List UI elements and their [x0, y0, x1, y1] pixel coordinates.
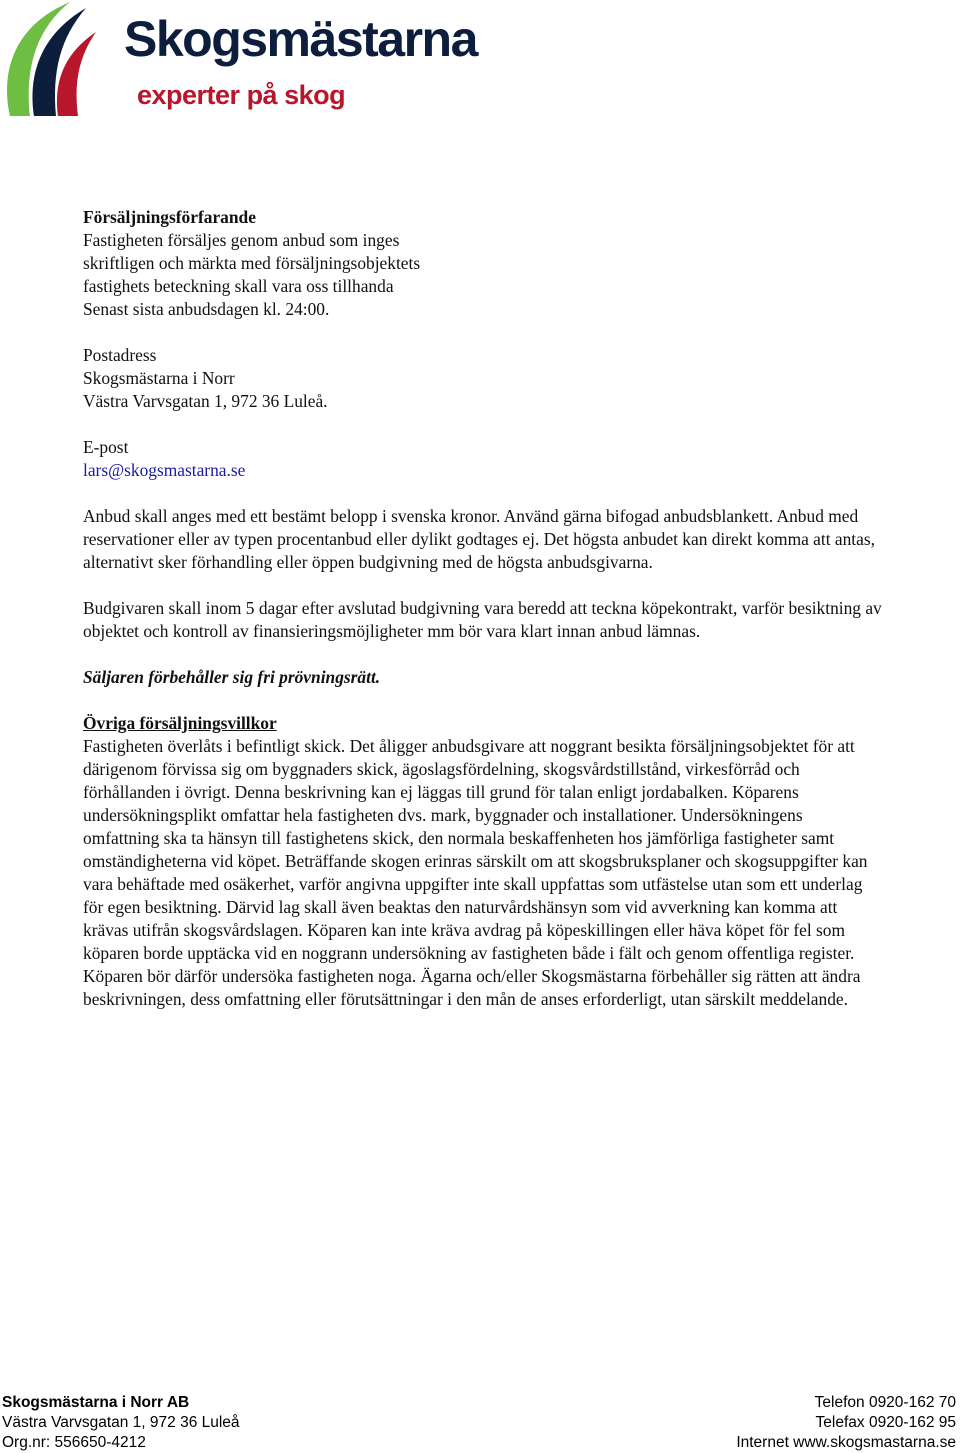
logo-tagline: experter på skog — [137, 80, 346, 110]
sale-procedure-line: Fastigheten försäljes genom anbud som inges — [83, 230, 400, 250]
section-heading-sale-procedure: Försäljningsförfarande — [83, 207, 256, 227]
logo-leaf-icon — [0, 0, 124, 118]
reservation-statement: Säljaren förbehåller sig fri prövningsrätt. — [83, 667, 381, 687]
footer-fax: Telefax 0920-162 95 — [815, 1414, 956, 1431]
sale-procedure-line: skriftligen och märkta med försäljningsobjektets — [83, 253, 421, 273]
bid-terms-paragraph: Anbud skall anges med ett bestämt belopp i svenska kronor. Använd gärna bifogad anbudsblankett. Anbud med reservationer eller av typen procentanbud eller dylikt godtages ej. Det högsta anbudet kan direkt komma att antas, alternativt sker förhandling eller öppen budgivning med de högsta anbudsgivarna. — [83, 506, 875, 572]
other-terms-paragraph: Fastigheten överlåts i befintligt skick. Det åligger anbudsgivare att noggrant besikta försäljningsobjektet för att därigenom förvissa sig om byggnaders skick, ägoslagsfördelning, skogsvårdstillstånd, virkesförråd och förhållanden i övrigt. Denna beskrivning kan ej läggas till grund för talan enligt jordabalken. Köparens undersökningsplikt omfattar hela fastigheten dvs. mark, byggnader och installationer. Undersökningens omfattning ska ta hänsyn till fastighetens skick, den normala beskaffenheten hos jämförliga fastigheter samt omständigheterna vid köpet. Beträffande skogen erinras särskilt om att skogsbruksplaner och skogsuppgifter kan vara behäftade med osäkerhet, varför angivna uppgifter inte skall uppfattas som utfästelse utan som ett underlag för egen besiktning. Därvid lag skall även beaktas den naturvårdshänsyn som vid avverkning kan komma att krävas utifrån skogsvårdslagen. Köparen kan inte kräva avdrag på köpeskillingen eller häva köpet för fel som köparen borde upptäcka vid en noggrann undersökning av fastigheten både i fält och genom offentliga register. Köparen bör därför undersöka fastigheten noga. Ägarna och/eller Skogsmästarna förbehåller sig rätten att ändra beskrivningen, dess omfattning eller förutsättningar i den mån de anses erforderligt, utan särskilt meddelande. — [83, 736, 868, 1009]
footer-address: Västra Varvsgatan 1, 972 36 Luleå — [2, 1414, 240, 1431]
page-footer — [2, 1393, 956, 1453]
sale-procedure-line: Senast sista anbudsdagen kl. 24:00. — [83, 299, 330, 319]
section-heading-other-terms: Övriga försäljningsvillkor — [83, 713, 277, 733]
bidder-terms-paragraph: Budgivaren skall inom 5 dagar efter avslutad budgivning vara beredd att teckna köpekontrakt, varför besiktning av objektet och kontroll av finansieringsmöjligheter mm bör vara klart innan anbud lämnas. — [83, 598, 882, 641]
postal-name: Skogsmästarna i Norr — [83, 368, 235, 388]
footer-orgnr: Org.nr: 556650-4212 — [2, 1434, 146, 1451]
document-body — [83, 206, 883, 1011]
footer-company: Skogsmästarna i Norr AB — [2, 1394, 190, 1411]
company-logo — [0, 0, 477, 118]
postal-address: Västra Varvsgatan 1, 972 36 Luleå. — [83, 391, 328, 411]
postal-label: Postadress — [83, 345, 157, 365]
email-label: E-post — [83, 437, 129, 457]
footer-web[interactable]: Internet www.skogsmastarna.se — [736, 1434, 956, 1451]
email-link[interactable]: lars@skogsmastarna.se — [83, 460, 246, 480]
sale-procedure-line: fastighets beteckning skall vara oss tillhanda — [83, 276, 394, 296]
logo-name: Skogsmästarna — [124, 11, 477, 67]
footer-phone: Telefon 0920-162 70 — [814, 1394, 956, 1411]
